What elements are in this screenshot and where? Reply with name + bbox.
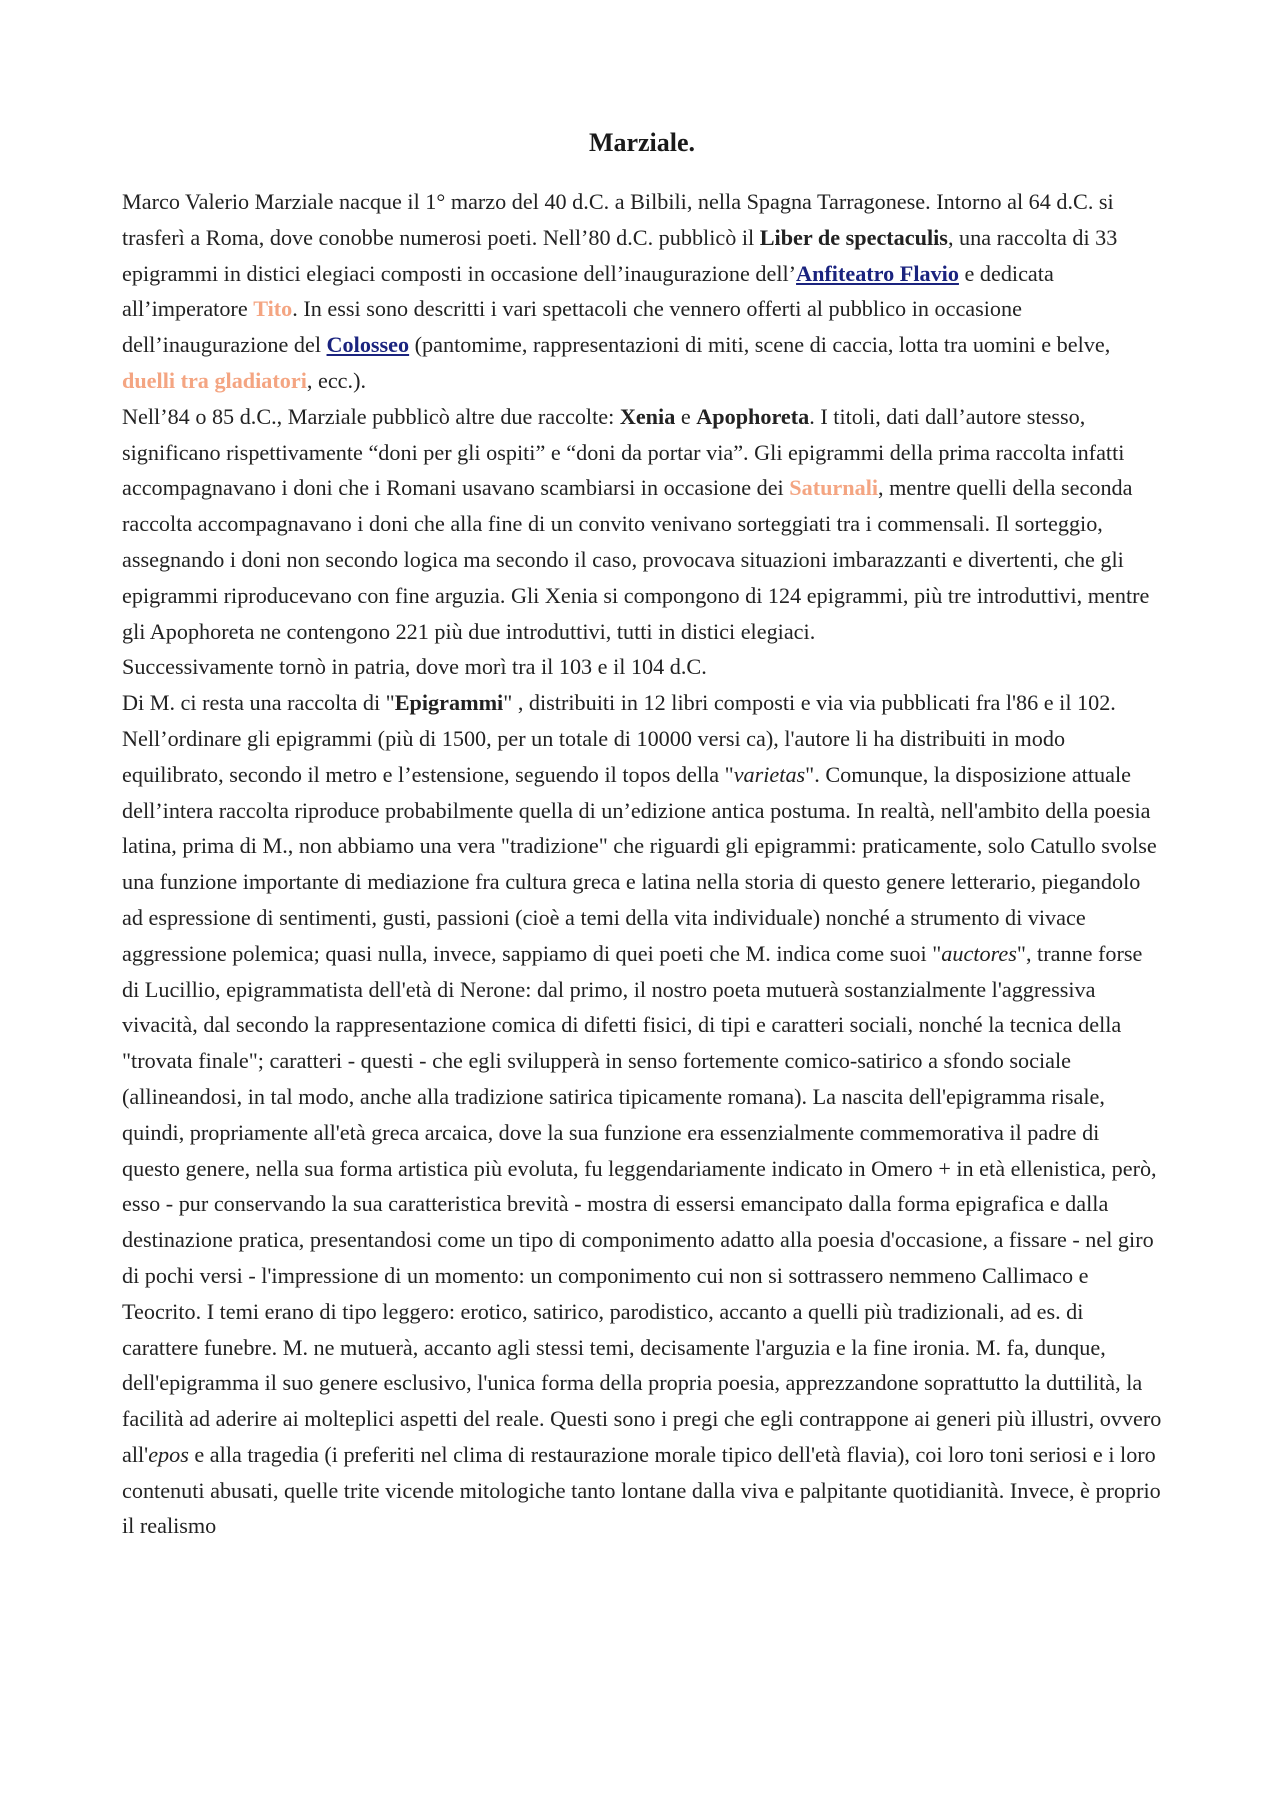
text-run: e dedicata all’imperatore [122,260,1054,322]
term-epos: epos [148,1441,189,1467]
text-run: , mentre quelli della seconda raccolta accompagnavano i doni che alla fine di un convito venivano sorteggiati tra i commensali. Il sorteggio, assegnando i doni non secondo logica ma secondo il caso, provocava situazioni imbarazzanti e divertenti, che gli epigrammi riproducevano con fine arguzia. Gli Xenia si compongono di 124 epigrammi, più tre introduttivi, mentre gli Apophoreta ne contengono 221 più due introduttivi, tutti in distici elegiaci. [122,475,1150,644]
paragraph-epigrammi [122,685,1162,1544]
text-run: . In essi sono descritti i vari spettacoli che vennero offerti al pubblico in occasione dell’inaugurazione del [122,296,1022,358]
work-title-xenia: Xenia [619,403,676,429]
text-run: e alla tragedia (i preferiti nel clima di restaurazione morale tipico dell'età flavia), coi loro toni seriosi e i loro contenuti abusati, quelle trite vicende mitologiche tanto lontane dalla viva e palpitante quotidianità. Invece, è proprio il realismo [122,1441,1161,1539]
text-run: (pantomime, rappresentazioni di miti, scene di caccia, lotta tra uomini e belve, [409,332,1111,358]
text-run: e [675,403,697,429]
highlight-saturnali: Saturnali [789,475,879,501]
paragraph-return [122,649,1162,685]
text-run: Successivamente tornò in patria, dove morì tra il 103 e il 104 d.C. [122,654,707,680]
term-varietas: varietas [733,761,806,787]
highlight-tito: Tito [253,296,293,322]
work-title-apophoreta: Apophoreta [696,403,810,429]
text-run: " , distribuiti in 12 libri composti e via via pubblicati fra l'86 e il 102. Nell’ordinare gli epigrammi (più di 1500, per un totale di 10000 versi ca), l'autore li ha distribuiti in modo equilibrato, secondo il metro e l’estensione, seguendo il topos della " [122,690,1116,787]
text-run: Marco Valerio Marziale nacque il 1° marzo del 40 d.C. a Bilbili, nella Spagna Tarragonese. Intorno al 64 d.C. si trasferì a Roma, dove conobbe numerosi poeti. Nell’80 d.C. pubblicò il [122,189,1114,250]
text-run: , ecc.). [306,367,367,393]
link-colosseo[interactable]: Colosseo [326,332,410,358]
text-run: ". Comunque, la disposizione attuale dell’intera raccolta riproduce probabilmente quella di un’edizione antica postuma. In realtà, nell'ambito della poesia latina, prima di M., non abbiamo una vera "tradizione" che riguardi gli epigrammi: praticamente, solo Catullo svolse una funzione importante di mediazione fra cultura greca e latina nella storia di questo genere letterario, piegandolo ad espressione di sentimenti, gusti, passioni (cioè a temi della vita individuale) nonché a strumento di vivace aggressione polemica; quasi nulla, invece, sappiamo di quei poeti che M. indica come suoi " [122,761,1157,966]
text-run: Nell’84 o 85 d.C., Marziale pubblicò altre due raccolte: [122,403,620,429]
paragraph-intro [122,184,1162,399]
text-run: . I titoli, dati dall’autore stesso, significano rispettivamente “doni per gli ospiti” e “doni da portar via”. Gli epigrammi della prima raccolta infatti accompagnavano i doni che i Romani usavano scambiarsi in occasione dei [122,403,1125,501]
link-anfiteatro-flavio[interactable]: Anfiteatro Flavio [796,260,959,286]
document-title: Marziale. [588,128,696,157]
work-title-liber-de-spectaculis: Liber de spectaculis [759,224,948,250]
text-run: ", tranne forse di Lucillio, epigrammatista dell'età di Nerone: dal primo, il nostro poeta mutuerà sostanzialmente l'aggressiva vivacità, dal secondo la rappresentazione comica di difetti fisici, di tipi e caratteri sociali, nonché la tecnica della "trovata finale"; caratteri - questi - che egli svilupperà in senso fortemente comico-satirico a sfondo sociale (allineandosi, in tal modo, anche alla tradizione satirica tipicamente romana). La nascita dell'epigramma risale, quindi, propriamente all'età greca arcaica, dove la sua funzione era essenzialmente commemorativa il padre di questo genere, nella sua forma artistica più evoluta, fu leggendariamente indicato in Omero + in età ellenistica, però, esso - pur conservando la sua caratteristica brevità - mostra di essersi emancipato dalla forma epigrafica e dalla destinazione pratica, presentandosi come un tipo di componimento adatto alla poesia d'occasione, a fissare - nel giro di pochi versi - l'impressione di un momento: un componimento cui non si sottrassero nemmeno Callimaco e Teocrito. I temi erano di tipo leggero: erotico, satirico, parodistico, accanto a quelli più tradizionali, ad es. di carattere funebre. M. ne mutuerà, accanto agli stessi temi, decisamente l'arguzia e la fine ironia. M. fa, dunque, dell'epigramma il suo genere esclusivo, l'unica forma della propria poesia, apprezzandone soprattutto la duttilità, la facilità ad aderire ai molteplici aspetti del reale. Questi sono i pregi che egli contrappone ai generi più illustri, ovvero all' [122,940,1162,1467]
text-run: Di M. ci resta una raccolta di " [122,690,395,716]
work-title-epigrammi: Epigrammi [394,690,504,716]
document-page [122,126,1162,1544]
paragraph-xenia-apophoreta [122,399,1162,650]
term-auctores: auctores [941,940,1017,966]
highlight-duelli-tra-gladiatori: duelli tra gladiatori [122,367,307,393]
text-run: , una raccolta di 33 epigrammi in distici elegiaci composti in occasione dell’inaugurazione dell’ [122,224,1118,286]
